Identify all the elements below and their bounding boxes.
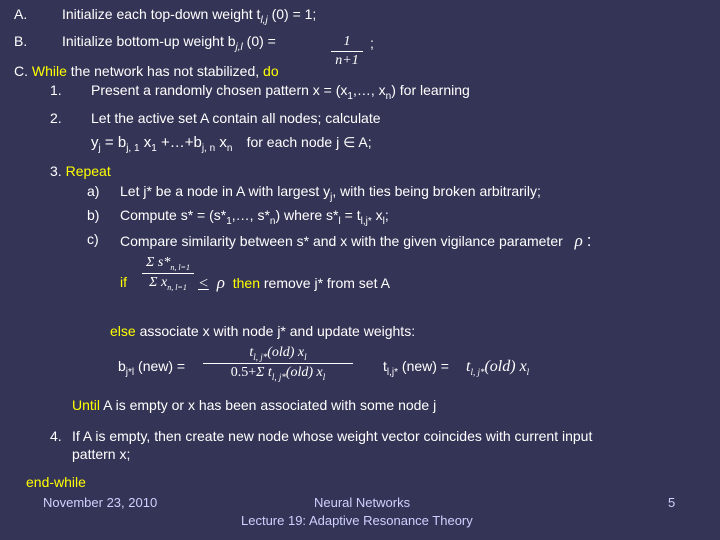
t-update-label: $t_{l,j*}$ (new) = bbox=[383, 358, 449, 378]
b-update-label: $b_{j*l}$ (new) = bbox=[118, 358, 186, 378]
step-a-text: Initialize each top-down weight $t_{l,j}$ (0) = 1; bbox=[62, 6, 317, 26]
step-b-label: B. bbox=[14, 33, 28, 49]
until-line: Until A is empty or x has been associated with some node j bbox=[72, 397, 437, 413]
step-1-number: 1. bbox=[50, 82, 62, 98]
step-4-line1: If A is empty, then create new node whose weight vector coincides with current input bbox=[72, 428, 593, 444]
step-b-text: Initialize bottom-up weight $b_{j,l}$ (0) = bbox=[62, 33, 276, 53]
step-3b-label: b) bbox=[87, 207, 100, 223]
b-update-fraction: $t_{l, j*}(old)$ $x_l$ 0.5+Σ $t_{l, j*}(old)$ $x_l$ bbox=[203, 345, 353, 382]
vigilance-fraction: Σ $s*_{n, l=1}$ Σ $x_{n, l=1}$ bbox=[142, 255, 194, 292]
end-while-keyword: end-while bbox=[26, 474, 86, 490]
footer-course: Neural Networks bbox=[314, 495, 411, 510]
step-c-heading: C. While the network has not stabilized, do bbox=[14, 63, 279, 79]
if-keyword: if bbox=[120, 274, 127, 290]
step-b-fraction: 1 n+1 bbox=[331, 34, 363, 69]
step-3a-text: Let j* be a node in A with largest $y_j$, with ties being broken arbitrarily; bbox=[120, 183, 541, 203]
step-b-tail: ; bbox=[370, 35, 374, 51]
if-comparison: < ρ then remove j* from set A bbox=[198, 273, 390, 292]
footer-page-number: 5 bbox=[668, 495, 676, 510]
footer-date: November 23, 2010 bbox=[43, 495, 158, 510]
step-1-text: Present a randomly chosen pattern $x = (x_1,\dots$, $x_n$) for learning bbox=[91, 82, 470, 102]
footer-lecture: Lecture 19: Adaptive Resonance Theory bbox=[241, 513, 473, 528]
step-a-label: A. bbox=[14, 6, 28, 22]
step-4-line2: pattern x; bbox=[72, 446, 131, 462]
step-3a-label: a) bbox=[87, 183, 100, 199]
step-3b-text: Compute $s* = (s*_1,\dots$, $s*_n$) where $s*_l = t_{l,j*}$ $x_l$; bbox=[120, 207, 389, 227]
step-4-number: 4. bbox=[50, 428, 62, 444]
else-line: else associate x with node j* and update weights: bbox=[110, 323, 416, 339]
step-2-number: 2. bbox=[50, 110, 62, 126]
step-3-heading: 3. Repeat bbox=[50, 163, 111, 179]
step-2-formula: $y_j = b_{j, 1}$ $x_1$ $+\dots+b_{j, n}$ $x_n$ for each node j ∈ A; bbox=[91, 134, 372, 154]
step-3c-text: Compare similarity between s* and x with the given vigilance parameter ρ : bbox=[120, 231, 592, 250]
step-3c-label: c) bbox=[87, 231, 99, 247]
t-update-formula: $t_{l, j*}(old)$ $x_l$ bbox=[466, 358, 530, 378]
step-2-text: Let the active set A contain all nodes; calculate bbox=[91, 110, 381, 126]
